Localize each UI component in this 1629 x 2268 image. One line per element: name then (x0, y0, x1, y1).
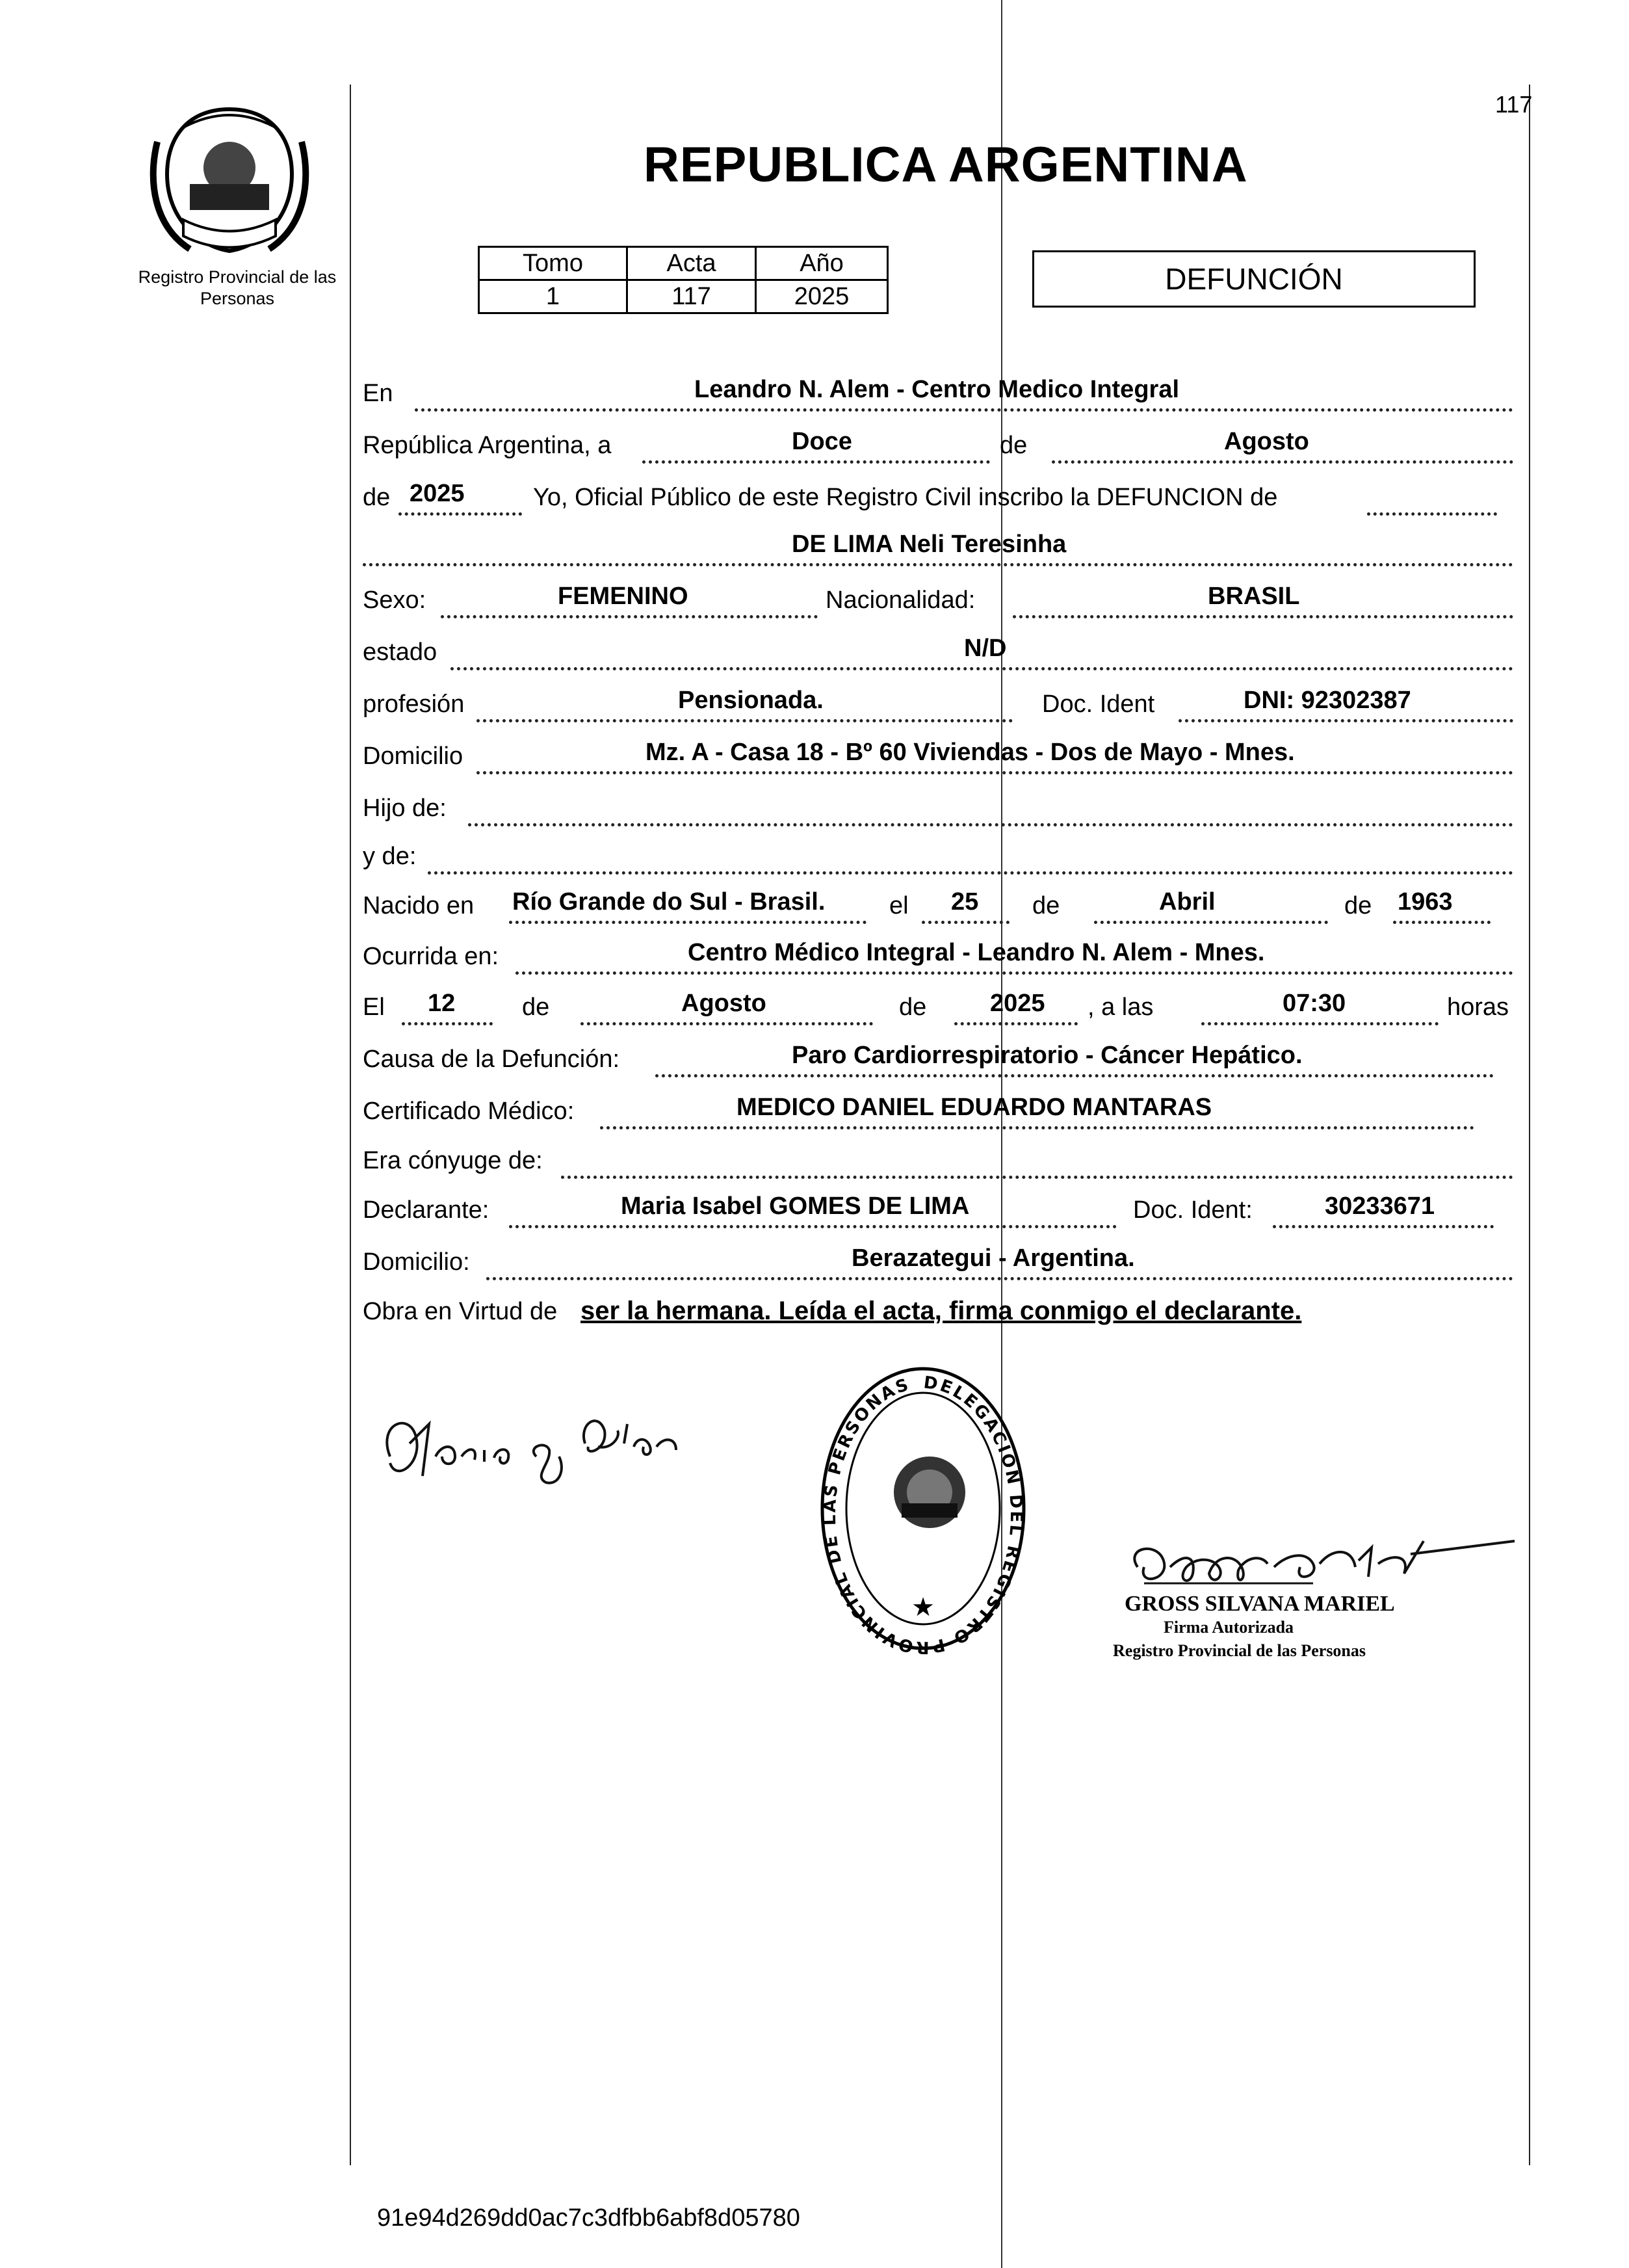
nacionalidad-value: BRASIL (1208, 583, 1300, 610)
row-causa (363, 1042, 1513, 1078)
tomo-acta-ano-table (478, 246, 889, 314)
row-domicilio-declarante (363, 1245, 1513, 1281)
causa-value: Paro Cardiorrespiratorio - Cáncer Hepático. (792, 1042, 1303, 1069)
row-yde (363, 839, 1513, 875)
certificado-label: Certificado Médico: (363, 1098, 575, 1125)
ocurrida-label: Ocurrida en: (363, 943, 499, 970)
declarant-signature (371, 1385, 735, 1496)
acta-value: 117 (627, 280, 756, 313)
center-fold-line (1001, 0, 1002, 2268)
conyuge-field (561, 1143, 1513, 1179)
row-sexo (363, 583, 1513, 619)
de-label: de (1000, 432, 1028, 459)
row-ocurrida (363, 939, 1513, 975)
deceased-name-value: DE LIMA Neli Teresinha (792, 531, 1067, 558)
row-conyuge (363, 1143, 1513, 1180)
declarante-doc-label: Doc. Ident: (1133, 1196, 1253, 1224)
certificado-value: MEDICO DANIEL EDUARDO MANTARAS (736, 1094, 1212, 1121)
en-value: Leandro N. Alem - Centro Medico Integral (694, 376, 1180, 403)
svg-text:★: ★ (911, 1592, 935, 1622)
nacido-label: Nacido en (363, 892, 475, 919)
page-title: REPUBLICA ARGENTINA (644, 137, 1248, 192)
nacionalidad-label: Nacionalidad: (826, 587, 976, 614)
domicilio-value: Mz. A - Casa 18 - Bº 60 Viviendas - Dos de Mayo - Mnes. (645, 739, 1295, 766)
row-profesion (363, 687, 1513, 723)
row-certificado (363, 1094, 1513, 1130)
nacido-month-value: Abril (1159, 888, 1216, 916)
inscribo-tail-field (1367, 480, 1497, 516)
estado-label: estado (363, 639, 437, 666)
table-header-row (479, 247, 888, 280)
day-value: Doce (792, 428, 852, 455)
ocurrida-value: Centro Médico Integral - Leandro N. Alem - Mnes. (688, 939, 1265, 966)
row-hijo (363, 791, 1513, 827)
row-inscribo (363, 480, 1513, 516)
obra-label: Obra en Virtud de (363, 1298, 558, 1325)
official-seal (816, 1359, 1030, 1658)
domicilio2-label: Domicilio: (363, 1248, 470, 1276)
row-republica (363, 428, 1513, 464)
registry-label: Registro Provincial de las Personas (138, 267, 337, 308)
row-en (363, 376, 1513, 412)
document-hash: 91e94d269dd0ac7c3dfbb6abf8d05780 (377, 2204, 800, 2232)
inscribo-text: Yo, Oficial Público de este Registro Civil inscribo la DEFUNCION de (533, 484, 1278, 511)
nacido-year-value: 1963 (1398, 888, 1453, 916)
authority-role: Firma Autorizada (1164, 1618, 1294, 1637)
declarante-label: Declarante: (363, 1196, 489, 1224)
seal-text: DELEGACION DEL REGISTRO PROVINCIAL DE LAS PERSONAS (820, 1373, 1026, 1657)
page-number: 117 (1495, 91, 1533, 118)
yde-label: y de: (363, 843, 417, 870)
sexo-value: FEMENINO (558, 583, 688, 610)
fecha-day-value: 12 (428, 990, 456, 1017)
causa-label: Causa de la Defunción: (363, 1046, 620, 1073)
declarante-doc-value: 30233671 (1325, 1193, 1435, 1220)
horas-label: horas (1447, 994, 1509, 1021)
nacido-place-value: Río Grande do Sul - Brasil. (512, 888, 826, 916)
authority-office: Registro Provincial de las Personas (1113, 1641, 1366, 1660)
domicilio2-value: Berazategui - Argentina. (852, 1245, 1135, 1272)
row-domicilio (363, 739, 1513, 775)
fecha-month-value: Agosto (681, 990, 766, 1017)
row-nacido (363, 888, 1513, 925)
doc-ident-value: DNI: 92302387 (1244, 687, 1411, 714)
hijo-field (468, 791, 1513, 826)
nacido-de1-label: de (1032, 892, 1060, 919)
hijo-label: Hijo de: (363, 795, 447, 822)
row-fecha (363, 990, 1513, 1026)
fecha-de1-label: de (522, 994, 550, 1021)
row-estado (363, 635, 1513, 671)
nacido-de2-label: de (1344, 892, 1372, 919)
fecha-el-label: El (363, 994, 385, 1021)
year-value: 2025 (410, 480, 465, 507)
table-header-cell: Tomo (479, 247, 627, 280)
conyuge-label: Era cónyuge de: (363, 1147, 543, 1174)
domicilio-label: Domicilio (363, 743, 463, 770)
act-type-box: DEFUNCIÓN (1032, 250, 1476, 308)
ano-value: 2025 (756, 280, 888, 313)
nacido-el-label: el (889, 892, 909, 919)
misiones-crest-icon (144, 103, 315, 259)
table-header-cell: Año (756, 247, 888, 280)
right-margin-line (1529, 85, 1530, 2165)
table-header-cell: Acta (627, 247, 756, 280)
alas-label: , a las (1088, 994, 1154, 1021)
seal-crest-icon (894, 1457, 965, 1528)
doc-ident-label: Doc. Ident (1042, 691, 1155, 718)
yde-field (428, 839, 1513, 875)
declarante-value: Maria Isabel GOMES DE LIMA (621, 1193, 970, 1220)
fecha-de2-label: de (899, 994, 927, 1021)
left-margin-line (350, 85, 351, 2165)
en-label: En (363, 380, 393, 407)
nacido-day-value: 25 (951, 888, 979, 916)
row-obra (363, 1294, 1513, 1330)
table-row (479, 280, 888, 313)
obra-value: ser la hermana. Leída el acta, firma conmigo el declarante. (580, 1297, 1302, 1325)
republica-label: República Argentina, a (363, 432, 612, 459)
row-declarante (363, 1193, 1513, 1229)
profesion-label: profesión (363, 691, 465, 718)
authority-name: GROSS SILVANA MARIEL (1125, 1592, 1395, 1616)
de-year-label: de (363, 484, 391, 511)
time-value: 07:30 (1283, 990, 1346, 1017)
tomo-value: 1 (479, 280, 627, 313)
month-value: Agosto (1224, 428, 1309, 455)
estado-value: N/D (964, 635, 1007, 662)
row-deceased-name (363, 531, 1513, 567)
profesion-value: Pensionada. (678, 687, 824, 714)
fecha-year-value: 2025 (990, 990, 1045, 1017)
sexo-label: Sexo: (363, 587, 426, 614)
